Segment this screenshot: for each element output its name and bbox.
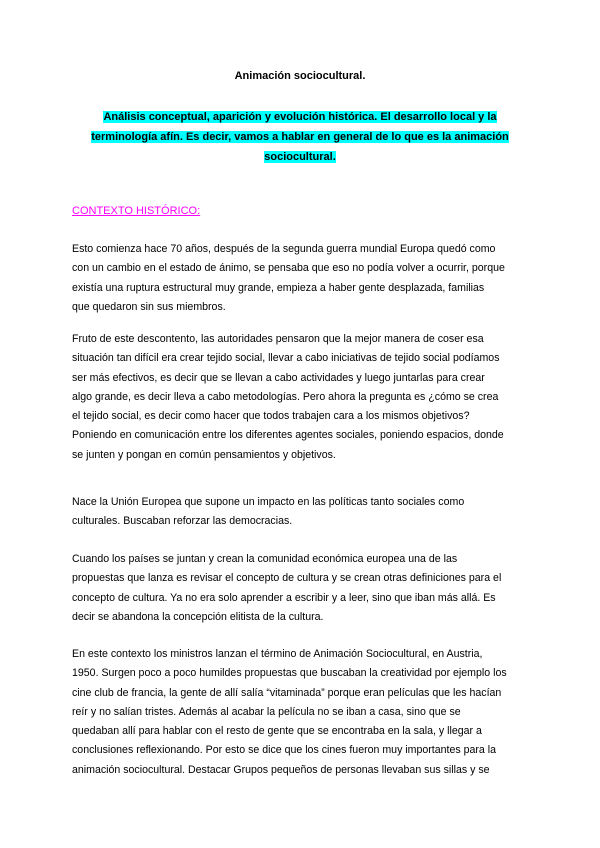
subtitle-line: Análisis conceptual, aparición y evolución histórica. El desarrollo local y la <box>103 111 497 123</box>
paragraph-line: situación tan difícil era crear tejido social, llevar a cabo iniciativas de tejido social podíamos <box>72 352 500 365</box>
paragraph-line: se junten y pongan en común pensamientos y objetivos. <box>72 448 336 461</box>
paragraph-line: propuestas que lanza es revisar el concepto de cultura y se crean otras definiciones para el <box>72 572 502 585</box>
document-subtitle <box>72 107 528 167</box>
paragraph-line: culturales. Buscaban reforzar las democracias. <box>72 515 293 528</box>
paragraph-line: decir se abandona la concepción elitista de la cultura. <box>72 610 324 623</box>
paragraph-line: concepto de cultura. Ya no era solo aprender a escribir y a leer, sino que iban más allá. Es <box>72 591 496 604</box>
paragraph-line: Esto comienza hace 70 años, después de la segunda guerra mundial Europa quedó como <box>72 243 496 255</box>
paragraph <box>72 493 534 532</box>
document-title: Animación sociocultural. <box>234 70 366 82</box>
paragraph-line: existía una ruptura estructural muy grande, empieza a haber gente desplazada, familias <box>72 281 485 294</box>
paragraph-line: algo grande, es decir lleva a cabo metodologías. Pero ahora la pregunta es ¿cómo se crea <box>72 390 499 403</box>
paragraph-line: el tejido social, es decir como hacer que todos trabajen cara a los mismos objetivos? <box>72 410 470 423</box>
subtitle-line: sociocultural. <box>264 151 336 163</box>
paragraph-line: animación sociocultural. Destacar Grupos pequeños de personas llevaban sus sillas y se <box>72 763 490 776</box>
paragraph-line: que quedaron sin sus miembros. <box>72 300 226 313</box>
paragraph <box>72 330 534 465</box>
paragraph-line: cine club de francia, la gente de allí salía “vitaminada” porque eran películas que les hacían <box>72 686 502 699</box>
paragraph-line: Nace la Unión Europea que supone un impacto en las políticas tanto sociales como <box>72 496 465 508</box>
paragraph-line: Cuando los países se juntan y crean la comunidad económica europea una de las <box>72 553 458 565</box>
paragraph-line: ser más efectivos, es decir que se llevan a cabo actividades y luego juntarlas para crear <box>72 371 485 384</box>
paragraph <box>72 645 534 780</box>
paragraph-line: En este contexto los ministros lanzan el término de Animación Sociocultural, en Austria, <box>72 648 483 660</box>
paragraph-line: quedaban allí para hablar con el resto de gente que se encontraba en la sala, y llegar a <box>72 725 482 738</box>
paragraph <box>72 550 534 627</box>
paragraph-line: con un cambio en el estado de ánimo, se pensaba que eso no podía volver a ocurrir, porque <box>72 262 505 275</box>
paragraph-line: reír y no salían tristes. Además al acabar la película no se iban a casa, sino que se <box>72 705 461 718</box>
paragraph-line: 1950. Surgen poco a poco humildes propuestas que buscaban la creatividad por ejemplo los <box>72 667 507 680</box>
paragraph-line: Fruto de este descontento, las autoridades pensaron que la mejor manera de coser esa <box>72 333 484 345</box>
section-heading: CONTEXTO HISTÓRICO: <box>72 205 201 217</box>
subtitle-line: terminología afín. Es decir, vamos a hablar en general de lo que es la animación <box>91 131 509 143</box>
paragraph-line: conclusiones reflexionando. Por esto se dice que los cines fueron muy importantes para la <box>72 744 496 757</box>
paragraph <box>72 240 534 317</box>
paragraph-line: Poniendo en comunicación entre los diferentes agentes sociales, poniendo espacios, donde <box>72 429 504 442</box>
